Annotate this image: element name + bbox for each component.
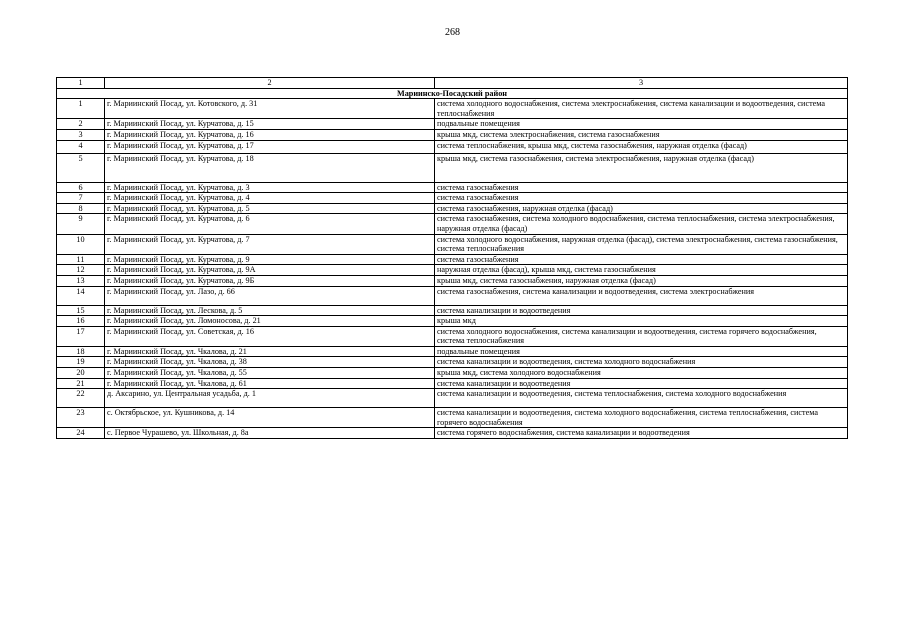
address-cell: г. Мариинский Посад, ул. Ломоносова, д. 21 [105, 316, 435, 327]
address-cell: г. Мариинский Посад, ул. Лескова, д. 5 [105, 305, 435, 316]
row-number-cell: 3 [57, 129, 105, 140]
table-row [57, 305, 848, 316]
address-cell: г. Мариинский Посад, ул. Курчатова, д. 18 [105, 153, 435, 182]
region-row [57, 88, 848, 99]
row-number-cell: 17 [57, 326, 105, 346]
row-number-cell: 23 [57, 408, 105, 428]
table-row [57, 203, 848, 214]
table-row [57, 408, 848, 428]
table-row [57, 275, 848, 286]
address-cell: г. Мариинский Посад, ул. Курчатова, д. 17 [105, 140, 435, 153]
address-cell: г. Мариинский Посад, ул. Лазо, д. 66 [105, 286, 435, 305]
systems-cell: система канализации и водоотведения, система холодного водоснабжения, система теплоснабжения, система горячего водоснабжения [435, 408, 848, 428]
systems-cell: система теплоснабжения, крыша мкд, система газоснабжения, наружная отделка (фасад) [435, 140, 848, 153]
systems-cell: крыша мкд [435, 316, 848, 327]
row-number-cell: 13 [57, 275, 105, 286]
systems-cell: система канализации и водоотведения, система теплоснабжения, система холодного водоснабжения [435, 389, 848, 408]
table-row [57, 99, 848, 119]
table-row [57, 182, 848, 193]
row-number-cell: 16 [57, 316, 105, 327]
systems-cell: крыша мкд, система электроснабжения, система газоснабжения [435, 129, 848, 140]
systems-cell: система канализации и водоотведения, система холодного водоснабжения [435, 357, 848, 368]
table-row [57, 389, 848, 408]
systems-cell: система холодного водоснабжения, система канализации и водоотведения, система горячего водоснабжения, система теплоснабжения [435, 326, 848, 346]
address-cell: г. Мариинский Посад, ул. Курчатова, д. 3 [105, 182, 435, 193]
address-cell: г. Мариинский Посад, ул. Курчатова, д. 5 [105, 203, 435, 214]
address-cell: г. Мариинский Посад, ул. Котовского, д. 31 [105, 99, 435, 119]
address-cell: г. Мариинский Посад, ул. Курчатова, д. 4 [105, 193, 435, 204]
column-header: 1 [57, 78, 105, 89]
address-cell: г. Мариинский Посад, ул. Курчатова, д. 15 [105, 119, 435, 130]
row-number-cell: 12 [57, 265, 105, 276]
systems-cell: подвальные помещения [435, 119, 848, 130]
address-cell: г. Мариинский Посад, ул. Курчатова, д. 9Б [105, 275, 435, 286]
systems-cell: система холодного водоснабжения, система электроснабжения, система канализации и водоотведения, система теплоснабжения [435, 99, 848, 119]
column-header: 3 [435, 78, 848, 89]
table-row [57, 368, 848, 379]
systems-cell: система канализации и водоотведения [435, 305, 848, 316]
row-number-cell: 14 [57, 286, 105, 305]
address-cell: д. Аксарино, ул. Центральная усадьба, д. 1 [105, 389, 435, 408]
systems-cell: система газоснабжения [435, 182, 848, 193]
address-cell: г. Мариинский Посад, ул. Курчатова, д. 16 [105, 129, 435, 140]
table-row [57, 378, 848, 389]
table-row [57, 357, 848, 368]
systems-cell: крыша мкд, система газоснабжения, система электроснабжения, наружная отделка (фасад) [435, 153, 848, 182]
table-row [57, 326, 848, 346]
table-row [57, 119, 848, 130]
address-cell: г. Мариинский Посад, ул. Чкалова, д. 61 [105, 378, 435, 389]
table-row [57, 286, 848, 305]
systems-cell: система холодного водоснабжения, наружная отделка (фасад), система электроснабжения, система газоснабжения, система теплоснабжения [435, 234, 848, 254]
page-number: 268 [445, 27, 460, 38]
systems-cell: система газоснабжения, система канализации и водоотведения, система электроснабжения [435, 286, 848, 305]
systems-cell: система газоснабжения, система холодного водоснабжения, система теплоснабжения, система электроснабжения, наружная отделка (фасад) [435, 214, 848, 234]
row-number-cell: 22 [57, 389, 105, 408]
table-row [57, 234, 848, 254]
address-cell: г. Мариинский Посад, ул. Курчатова, д. 6 [105, 214, 435, 234]
row-number-cell: 24 [57, 428, 105, 439]
systems-cell: система газоснабжения [435, 254, 848, 265]
table-row [57, 140, 848, 153]
table-row [57, 254, 848, 265]
row-number-cell: 7 [57, 193, 105, 204]
row-number-cell: 9 [57, 214, 105, 234]
systems-cell: подвальные помещения [435, 346, 848, 357]
systems-cell: система газоснабжения [435, 193, 848, 204]
region-title: Мариинско-Посадский район [57, 88, 848, 99]
table-row [57, 214, 848, 234]
row-number-cell: 20 [57, 368, 105, 379]
row-number-cell: 11 [57, 254, 105, 265]
row-number-cell: 10 [57, 234, 105, 254]
row-number-cell: 15 [57, 305, 105, 316]
row-number-cell: 1 [57, 99, 105, 119]
table-row [57, 346, 848, 357]
address-cell: г. Мариинский Посад, ул. Чкалова, д. 21 [105, 346, 435, 357]
address-cell: г. Мариинский Посад, ул. Чкалова, д. 55 [105, 368, 435, 379]
address-cell: с. Первое Чурашево, ул. Школьная, д. 8а [105, 428, 435, 439]
row-number-cell: 4 [57, 140, 105, 153]
table-row [57, 428, 848, 439]
registry-table [56, 77, 848, 439]
systems-cell: система газоснабжения, наружная отделка (фасад) [435, 203, 848, 214]
address-cell: с. Октябрьское, ул. Кушникова, д. 14 [105, 408, 435, 428]
systems-cell: крыша мкд, система газоснабжения, наружная отделка (фасад) [435, 275, 848, 286]
table-row [57, 129, 848, 140]
address-cell: г. Мариинский Посад, ул. Курчатова, д. 7 [105, 234, 435, 254]
systems-cell: система горячего водоснабжения, система канализации и водоотведения [435, 428, 848, 439]
systems-cell: крыша мкд, система холодного водоснабжения [435, 368, 848, 379]
address-cell: г. Мариинский Посад, ул. Курчатова, д. 9А [105, 265, 435, 276]
row-number-cell: 21 [57, 378, 105, 389]
systems-cell: система канализации и водоотведения [435, 378, 848, 389]
row-number-cell: 6 [57, 182, 105, 193]
row-number-cell: 18 [57, 346, 105, 357]
table-row [57, 265, 848, 276]
address-cell: г. Мариинский Посад, ул. Советская, д. 16 [105, 326, 435, 346]
systems-cell: наружная отделка (фасад), крыша мкд, система газоснабжения [435, 265, 848, 276]
column-number-row [57, 78, 848, 89]
table-row [57, 316, 848, 327]
table-row [57, 153, 848, 182]
table-row [57, 193, 848, 204]
address-cell: г. Мариинский Посад, ул. Курчатова, д. 9 [105, 254, 435, 265]
row-number-cell: 8 [57, 203, 105, 214]
column-header: 2 [105, 78, 435, 89]
row-number-cell: 2 [57, 119, 105, 130]
row-number-cell: 19 [57, 357, 105, 368]
address-cell: г. Мариинский Посад, ул. Чкалова, д. 38 [105, 357, 435, 368]
row-number-cell: 5 [57, 153, 105, 182]
